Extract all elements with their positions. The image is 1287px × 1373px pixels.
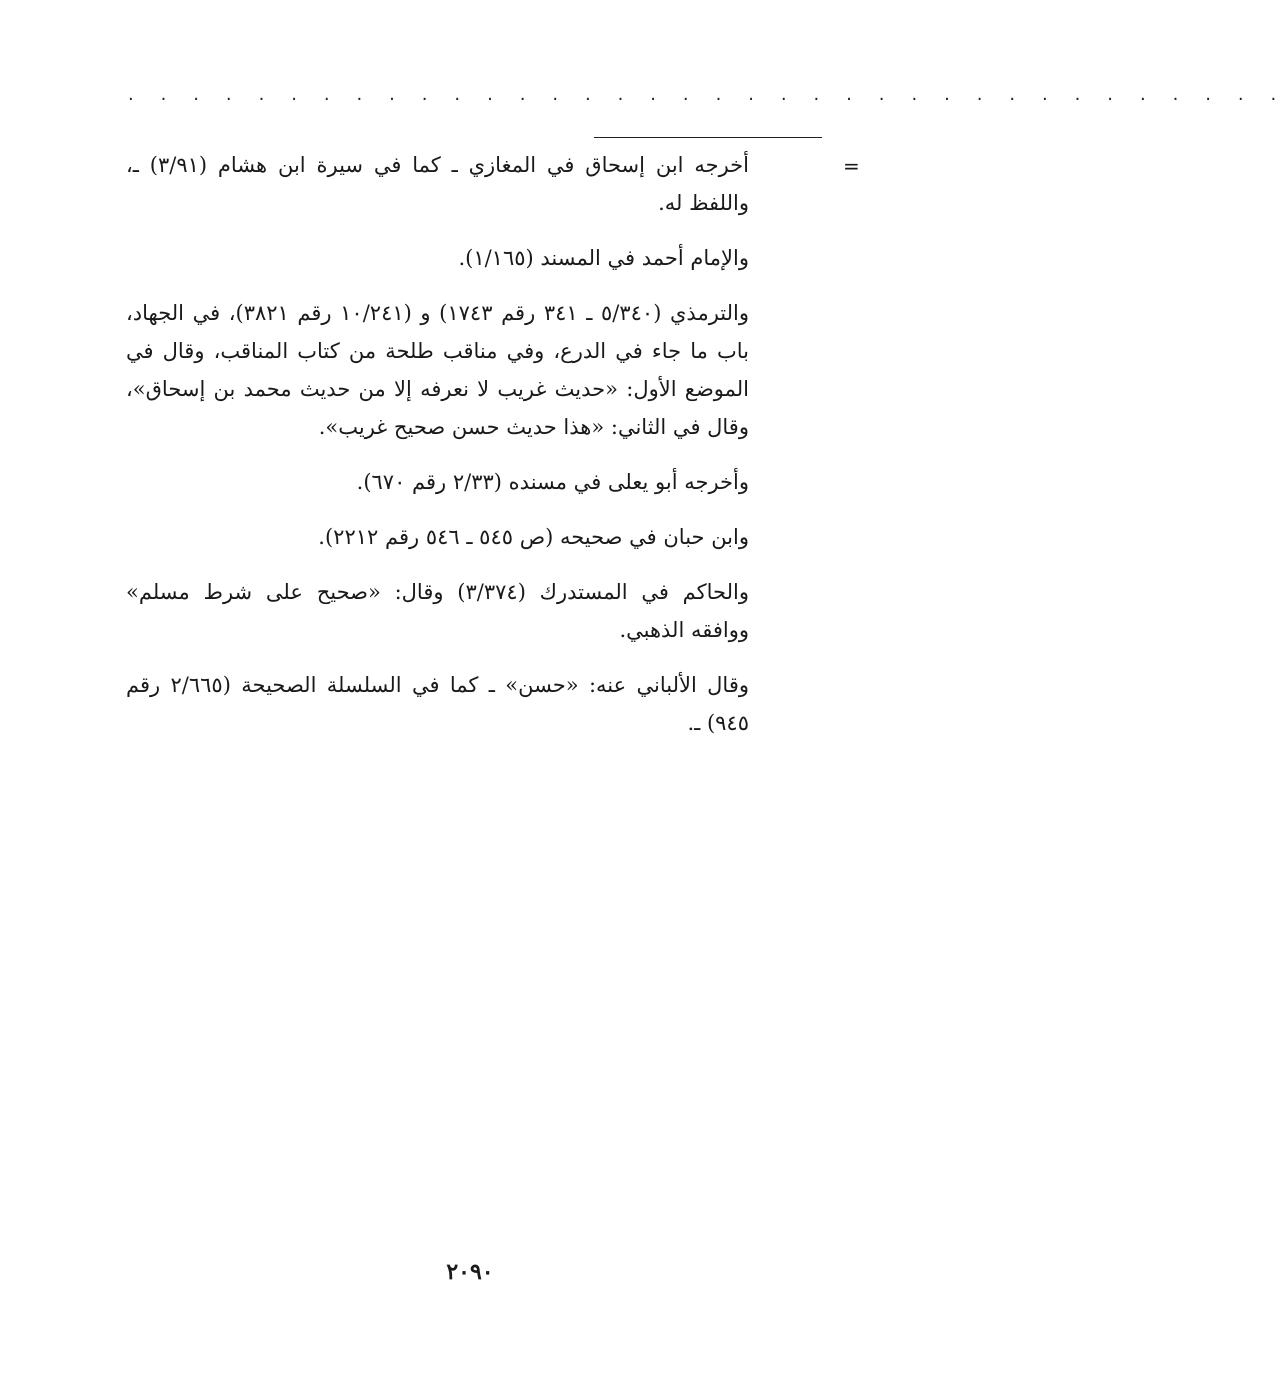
footnotes-block bbox=[126, 146, 749, 759]
footnote-paragraph: وقال الألباني عنه: «حسن» ـ كما في السلسلة الصحيحة (٢/٦٦٥ رقم ٩٤٥) ـ. bbox=[126, 673, 749, 735]
footnote-rule bbox=[594, 137, 822, 138]
footnote-paragraph: أخرجه ابن إسحاق في المغازي ـ كما في سيرة ابن هشام (٣/٩١) ـ، واللفظ له. bbox=[126, 153, 749, 215]
dotted-separator: . . . . . . . . . . . . . . . . . . . . . . . . . . . . . . . . . . . . bbox=[128, 84, 1287, 105]
footnote-paragraph: والحاكم في المستدرك (٣/٣٧٤) وقال: «صحيح على شرط مسلم» ووافقه الذهبي. bbox=[126, 580, 749, 642]
footnote-paragraph: والترمذي (٥/٣٤٠ ـ ٣٤١ رقم ١٧٤٣) و (١٠/٢٤١ رقم ٣٨٢١)، في الجهاد، باب ما جاء في الدرع، وفي مناقب طلحة من كتاب المناقب، وقال في الموضع الأول: «حديث غريب لا نعرفه إلا من حديث محمد بن إسحاق»، وقال في الثاني: «هذا حديث حسن صحيح غريب». bbox=[126, 301, 750, 439]
footnote-paragraph: وأخرجه أبو يعلى في مسنده (٢/٣٣ رقم ٦٧٠). bbox=[356, 470, 749, 494]
page-number: ٢٠٩٠ bbox=[446, 1259, 494, 1285]
footnote-paragraph: والإمام أحمد في المسند (١/١٦٥). bbox=[458, 246, 749, 270]
footnote-paragraph: وابن حبان في صحيحه (ص ٥٤٥ ـ ٥٤٦ رقم ٢٢١٢). bbox=[318, 525, 749, 549]
continuation-mark: = bbox=[843, 154, 860, 178]
